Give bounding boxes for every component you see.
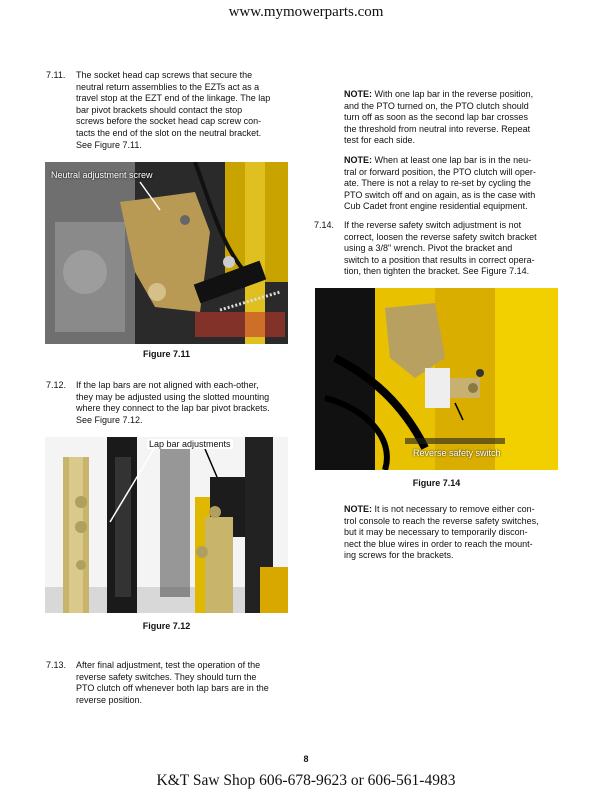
text-line: and the PTO turned on, the PTO clutch should [344,100,529,111]
note-text: When at least one lap bar is in the neu- [372,155,532,165]
note-label: NOTE: [344,89,372,99]
text-line: ing screws for the brackets. [344,550,454,561]
text-line: See Figure 7.12. [76,414,143,425]
note-label: NOTE: [344,155,372,165]
text-line: PTO clutch off whenever both lap bars are in the [76,683,269,694]
text-line: neutral return assemblies to the EZTs act as a [76,81,260,92]
step-7-14 [314,220,572,280]
text-line: If the lap bars are not aligned with each-other, [76,380,259,390]
text-line: The socket head cap screws that secure the [76,70,253,80]
figure-7-12-caption: Figure 7.12 [142,621,191,631]
note-2 [344,155,569,213]
figure-7-11-photo [45,162,288,344]
figure-7-11-caption: Figure 7.11 [142,349,191,359]
figure-7-12-photo [45,437,288,613]
reverse-safety-switch-label: Reverse safety switch [413,448,501,458]
page-number: 8 [303,754,309,764]
text-line: travel stop at the EZT end of the linkage. The lap [76,93,271,104]
header-url: www.mymowerparts.com [228,4,384,20]
text-line: using a 3/8" wrench. Pivot the bracket and [344,243,513,254]
text-line: screws before the socket head cap screw con- [76,116,262,127]
text-line: correct, loosen the reverse safety switch bracket [344,231,537,242]
text-line: nect the blue wires in order to reach the mount- [344,538,533,549]
text-line [344,89,569,101]
step-number: 7.12. [46,380,67,390]
text-line: switch to a position that results in correct opera- [344,254,535,265]
text-line: After final adjustment, test the operation of the [76,660,261,670]
text-line: but it may be necessary to temporarily discon- [344,527,528,538]
neutral-adjustment-label: Neutral adjustment screw [51,170,153,180]
text-line: bar pivot brackets should contact the stop [76,104,243,115]
step-text [76,380,270,426]
step-text [76,70,270,151]
step-7-12 [46,380,296,428]
figure-7-14-photo [315,288,558,470]
text-line: tacts the end of the slot on the neutral bracket. [76,127,262,138]
step-text [344,220,537,278]
step-7-11 [46,70,296,154]
text-line: reverse safety switches. They should turn the [76,671,257,682]
text-line: reverse position. [76,694,143,705]
text-line: tral or forward position, the PTO clutch will oper- [344,166,536,177]
text-line: PTO switch off and on again, as is the case with [344,189,536,200]
text-line: where they connect to the lap bar pivot brackets. [76,403,270,414]
note-1 [344,89,569,147]
text-line [344,155,569,167]
text-line: test for each side. [344,135,416,146]
text-line: they may be adjusted using the slotted mounting [76,391,270,402]
text-line: ate. There is not a relay to re-set by cycling the [344,178,531,189]
text-line: Cub Cadet front engine residential equipment. [344,201,528,212]
figure-7-14-caption: Figure 7.14 [412,478,461,488]
text-line: the threshold from neutral into reverse. Repeat [344,123,531,134]
note-text: It is not necessary to remove either con- [372,504,535,514]
text-line: tion, then tighten the bracket. See Figure 7.14. [344,266,530,277]
step-number: 7.13. [46,660,67,670]
note-label: NOTE: [344,504,372,514]
step-text [76,660,269,706]
text-line: See Figure 7.11. [76,139,142,150]
step-number: 7.14. [314,220,335,230]
step-7-13 [46,660,296,708]
step-number: 7.11. [46,70,66,80]
text-line: turn off as soon as the second lap bar crosses [344,112,528,123]
lap-bar-adjustments-label: Lap bar adjustments [149,439,231,449]
text-line: If the reverse safety switch adjustment is not [344,220,522,230]
note-3 [344,504,574,562]
note-text: With one lap bar in the reverse position, [372,89,534,99]
text-line: trol console to reach the reverse safety switches, [344,515,539,526]
footer-text: K&T Saw Shop 606-678-9623 or 606-561-4983 [156,772,456,789]
text-line [344,504,574,516]
